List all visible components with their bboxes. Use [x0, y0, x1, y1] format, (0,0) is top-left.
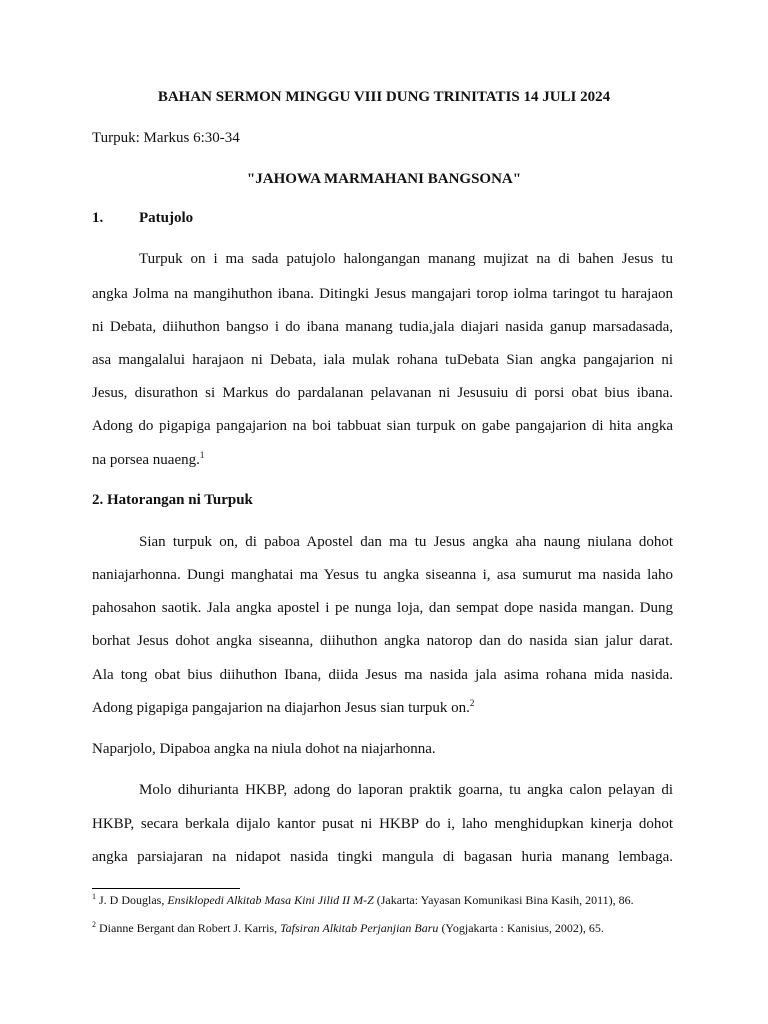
footnote-ref-2[interactable]: 2: [469, 698, 475, 708]
section-2-para2-line: angka parsiajaran na nidapot nasida tingki mangula di bagasan huria manang lembaga.: [92, 849, 673, 865]
section-1-last-text: na porsea nuaeng.: [92, 452, 200, 468]
section-1-title: Patujolo: [139, 210, 194, 226]
section-2-heading: 2. Hatorangan ni Turpuk: [92, 492, 253, 508]
footnote-1-title: Ensiklopedi Alkitab Masa Kini Jilid II M-Z: [167, 893, 374, 907]
section-2-last-text: Adong pigapiga pangajarion na diajarhon Jesus sian turpuk on.: [92, 700, 470, 716]
section-2-line: pahosahon saotik. Jala angka apostel i pe nunga loja, dan sempat dope nasida mangan. Dung: [92, 600, 673, 616]
section-2-line: Ala tong obat bius diihuthon Ibana, diida Jesus ma nasida jala asima rohana mida nasida.: [92, 667, 673, 683]
footnote-2-title: Tafsiran Alkitab Perjanjian Baru: [280, 921, 439, 935]
section-1-line: Jesus, disurathon si Markus do pardalanan pelavanan ni Jesusuiu di porsi obat bius ibana.: [92, 385, 673, 401]
section-2-para2-line: HKBP, secara berkala dijalo kantor pusat ni HKBP do i, laho menghidupkan kinerja dohot: [92, 816, 673, 832]
section-1-line: asa mangalalui harajaon ni Debata, iala mulak rohana tuDebata Sian angka pangajarion ni: [92, 352, 673, 368]
section-1-line: angka Jolma na mangihuthon ibana. Ditingki Jesus mangajari torop iolma taringot tu harajaon: [92, 286, 673, 302]
footnote-2-number: 2: [92, 920, 96, 929]
section-1-line: Adong do pigapiga pangajarion na boi tabbuat sian turpuk on gabe pangajarion di hita angka: [92, 418, 673, 434]
section-2-line: borhat Jesus dohot angka siseanna, diihuthon angka natorop dan do nasida sian jalur darat.: [92, 633, 673, 649]
naparjolo-line: Naparjolo, Dipaboa angka na niula dohot na niajarhonna.: [92, 741, 436, 757]
section-1-heading: [92, 210, 673, 227]
footnote-1-author: J. D Douglas,: [99, 893, 168, 907]
footnote-separator: [92, 888, 240, 889]
footnote-ref-1[interactable]: 1: [199, 450, 205, 460]
section-1-line: ni Debata, diihuthon bangso i do ibana manang tudia,jala diajari nasida ganup marsadasada,: [92, 319, 673, 335]
section-2-para2-line: Molo dihurianta HKBP, adong do laporan praktik goarna, tu angka calon pelayan di: [139, 782, 673, 798]
section-1-number: 1.: [92, 210, 104, 226]
footnote-2-rest: (Yogjakarta : Kanisius, 2002), 65.: [438, 921, 604, 935]
section-1-line: Turpuk on i ma sada patujolo halongangan manang mujizat na di bahen Jesus tu: [139, 251, 673, 267]
footnote-1-number: 1: [92, 892, 96, 901]
section-2-line: naniajarhonna. Dungi manghatai ma Yesus tu angka siseanna i, asa sumurut ma nasida laho: [92, 567, 673, 583]
sermon-title: "JAHOWA MARMAHANI BANGSONA": [246, 171, 522, 187]
section-2-line: Sian turpuk on, di paboa Apostel dan ma tu Jesus angka aha naung niulana dohot: [139, 534, 673, 550]
document-title: BAHAN SERMON MINGGU VIII DUNG TRINITATIS 14 JULI 2024: [157, 89, 611, 105]
footnote-1-rest: (Jakarta: Yayasan Komunikasi Bina Kasih, 2011), 86.: [373, 893, 634, 907]
footnote-2: [92, 921, 673, 935]
footnote-1: [92, 893, 673, 907]
section-1-last-line: [92, 452, 673, 469]
section-2-last-line: [92, 700, 673, 717]
footnote-2-author: Dianne Bergant dan Robert J. Karris,: [99, 921, 281, 935]
scripture-reference: Turpuk: Markus 6:30-34: [92, 130, 240, 146]
